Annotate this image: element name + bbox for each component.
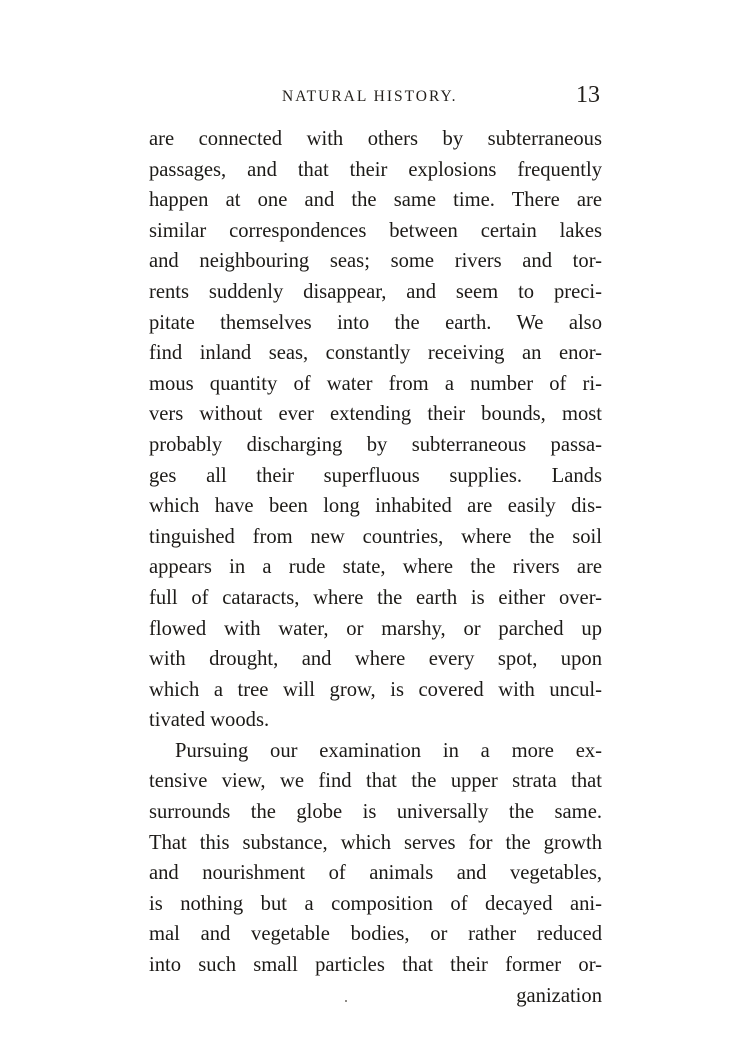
- text-line: appears in a rude state, where the rivers are: [149, 556, 602, 579]
- text-line: happen at one and the same time. There are: [149, 189, 602, 212]
- text-line: and neighbouring seas; some rivers and tor-: [149, 250, 602, 273]
- ink-speck: [345, 1000, 347, 1002]
- text-line: passages, and that their explosions frequently: [149, 158, 602, 181]
- paragraph-end-line: tivated woods.: [149, 709, 270, 732]
- catchword: ganization: [516, 984, 602, 1007]
- page-number: 13: [576, 82, 600, 108]
- text-line: into such small particles that their former or-: [149, 954, 602, 977]
- body-text: [149, 124, 602, 1011]
- text-line: probably discharging by subterraneous passa-: [149, 433, 602, 456]
- text-line: tensive view, we find that the upper strata that: [149, 770, 602, 793]
- text-line: tinguished from new countries, where the soil: [149, 525, 602, 548]
- text-line: pitate themselves into the earth. We also: [149, 311, 602, 334]
- text-line: vers without ever extending their bounds, most: [149, 403, 602, 426]
- text-line: mal and vegetable bodies, or rather reduced: [149, 923, 602, 946]
- text-line: full of cataracts, where the earth is either over-: [149, 586, 602, 609]
- text-line: rents suddenly disappear, and seem to preci-: [149, 280, 602, 303]
- text-line: ges all their superfluous supplies. Lands: [149, 464, 602, 487]
- text-line: That this substance, which serves for the growth: [149, 831, 602, 854]
- text-line: similar correspondences between certain lakes: [149, 219, 602, 242]
- text-line: which have been long inhabited are easily dis-: [149, 495, 602, 518]
- text-line: flowed with water, or marshy, or parched up: [149, 617, 602, 640]
- text-line: with drought, and where every spot, upon: [149, 648, 602, 671]
- text-line: find inland seas, constantly receiving an enor-: [149, 342, 602, 365]
- text-line: are connected with others by subterraneous: [149, 128, 602, 150]
- text-line: mous quantity of water from a number of ri-: [149, 372, 602, 395]
- text-line: surrounds the globe is universally the same.: [149, 801, 602, 824]
- paragraph-first-line: Pursuing our examination in a more ex-: [175, 739, 602, 762]
- running-head: NATURAL HISTORY.: [282, 88, 458, 105]
- text-line: is nothing but a composition of decayed ani-: [149, 892, 602, 915]
- text-line: and nourishment of animals and vegetables,: [149, 862, 602, 885]
- text-line: which a tree will grow, is covered with uncul-: [149, 678, 602, 701]
